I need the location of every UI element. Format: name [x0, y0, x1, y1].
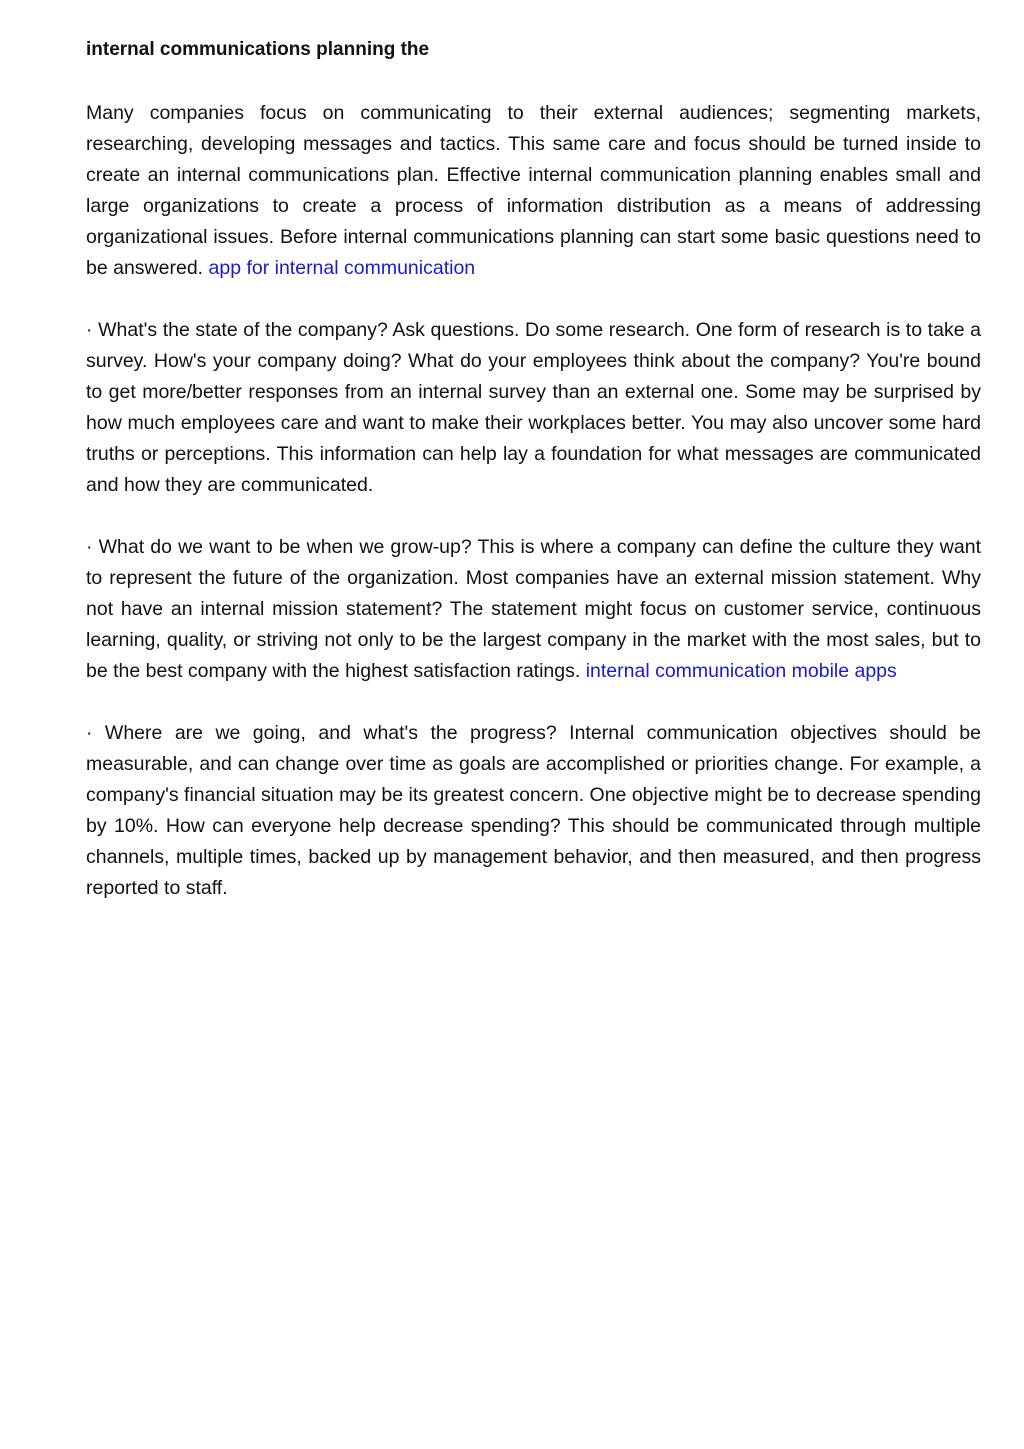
paragraph-intro: [86, 98, 981, 284]
paragraph-company-state: [86, 315, 981, 501]
document-title: internal communications planning the: [86, 39, 430, 60]
paragraph-culture-text: · What do we want to be when we grow-up? This is where a company can define the culture they want to represent the future of the organization. Most companies have an external mission statement. Why not have an internal mission statement? The statement might focus on customer service, continuous learning, quality, or striving not only to be the largest company in the market with the most sales, but to be the best company with the highest satisfaction ratings.: [86, 536, 981, 682]
paragraph-progress-text: · Where are we going, and what's the progress? Internal communication objectives should be measurable, and can change over time as goals are accomplished or priorities change. For example, a company's financial situation may be its greatest concern. One objective might be to decrease spending by 10%. How can everyone help decrease spending? This should be communicated through multiple channels, multiple times, backed up by management behavior, and then measured, and then progress reported to staff.: [86, 722, 981, 899]
internal-communication-mobile-apps-link[interactable]: internal communication mobile apps: [585, 660, 897, 682]
app-for-internal-communication-link[interactable]: app for internal communication: [208, 257, 476, 279]
document-page: [86, 36, 981, 935]
paragraph-intro-text: Many companies focus on communicating to their external audiences; segmenting markets, researching, developing messages and tactics. This same care and focus should be turned inside to create an internal communications plan. Effective internal communication planning enables small and large organizations to create a process of information distribution as a means of addressing organizational issues. Before internal communications planning can start some basic questions need to be answered.: [86, 102, 981, 279]
paragraph-company-state-text: · What's the state of the company? Ask questions. Do some research. One form of research is to take a survey. How's your company doing? What do your employees think about the company? You're bound to get more/better responses from an internal survey than an external one. Some may be surprised by how much employees care and want to make their workplaces better. You may also uncover some hard truths or perceptions. This information can help lay a foundation for what messages are communicated and how they are communicated.: [86, 319, 981, 496]
paragraph-culture: [86, 532, 981, 687]
paragraph-progress: [86, 718, 981, 904]
